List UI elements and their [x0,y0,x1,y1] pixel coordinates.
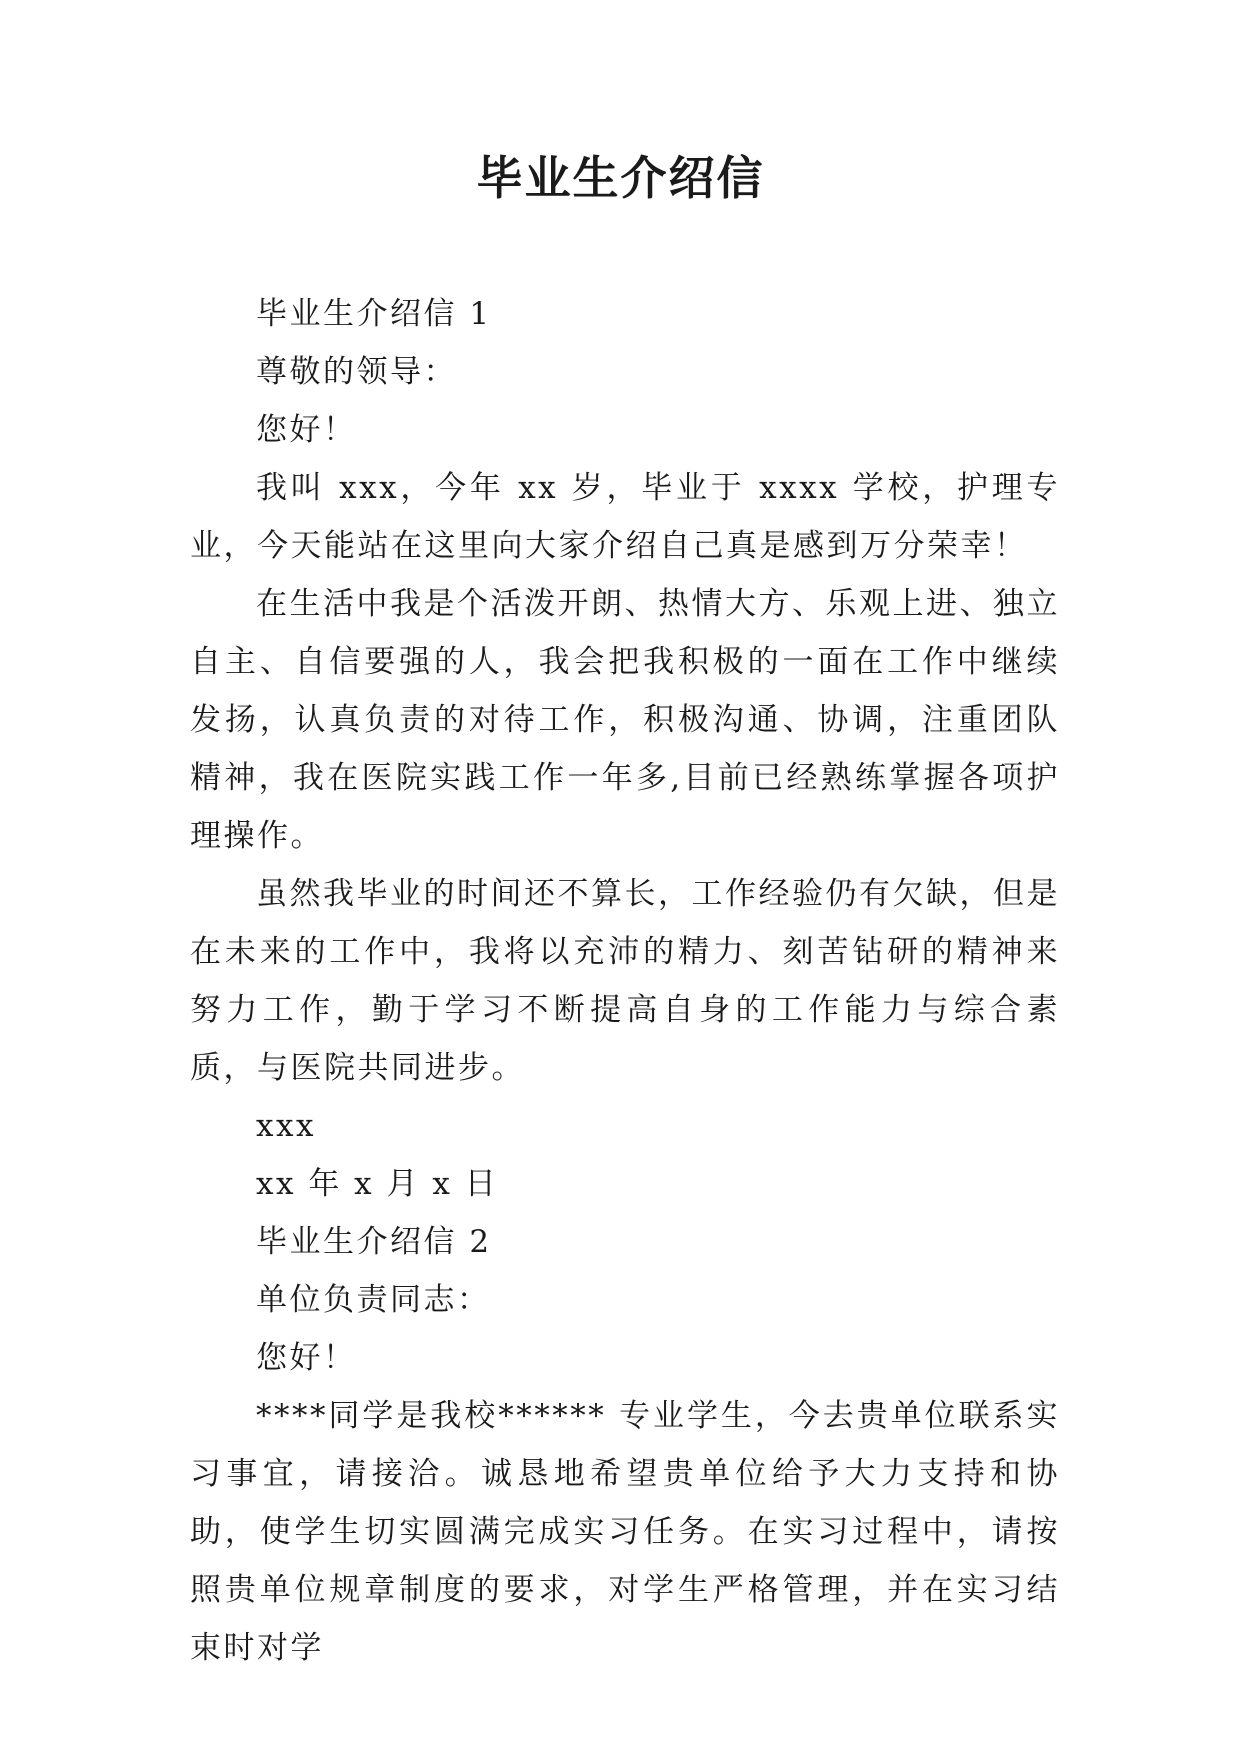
paragraph-introduction: 我叫 xxx，今年 xx 岁，毕业于 xxxx 学校，护理专业，今天能站在这里向大家介绍自己真是感到万分荣幸！ [190,470,1060,564]
section-heading-1: 毕业生介绍信 1 [256,296,492,332]
paragraph-personality: 在生活中我是个活泼开朗、热情大方、乐观上进、独立自主、自信要强的人，我会把我积极的一面在工作中继续发扬，认真负责的对待工作，积极沟通、协调，注重团队精神，我在医院实践工作一年多,目前已经熟练掌握各项护理操作。 [190,586,1060,854]
signature-date: xx 年 x 月 x 日 [256,1166,499,1202]
section-heading-2: 毕业生介绍信 2 [256,1224,492,1260]
paragraph-internship: ****同学是我校****** 专业学生，今去贵单位联系实习事宜，请接洽。诚恳地希望贵单位给予大力支持和协助，使学生切实圆满完成实习任务。在实习过程中，请按照贵单位规章制度的要求，对学生严格管理，并在实习结束时对学 [190,1398,1060,1666]
greeting-2: 您好！ [256,1340,357,1376]
signature-name: xxx [256,1108,316,1144]
salutation-1: 尊敬的领导： [256,354,457,390]
salutation-2: 单位负责同志： [256,1282,491,1318]
document-body [190,285,1060,1677]
paragraph-future: 虽然我毕业的时间还不算长，工作经验仍有欠缺，但是在未来的工作中，我将以充沛的精力、刻苦钻研的精神来努力工作，勤于学习不断提高自身的工作能力与综合素质，与医院共同进步。 [190,876,1060,1086]
greeting-1: 您好！ [256,412,357,448]
document-title: 毕业生介绍信 [476,151,765,205]
